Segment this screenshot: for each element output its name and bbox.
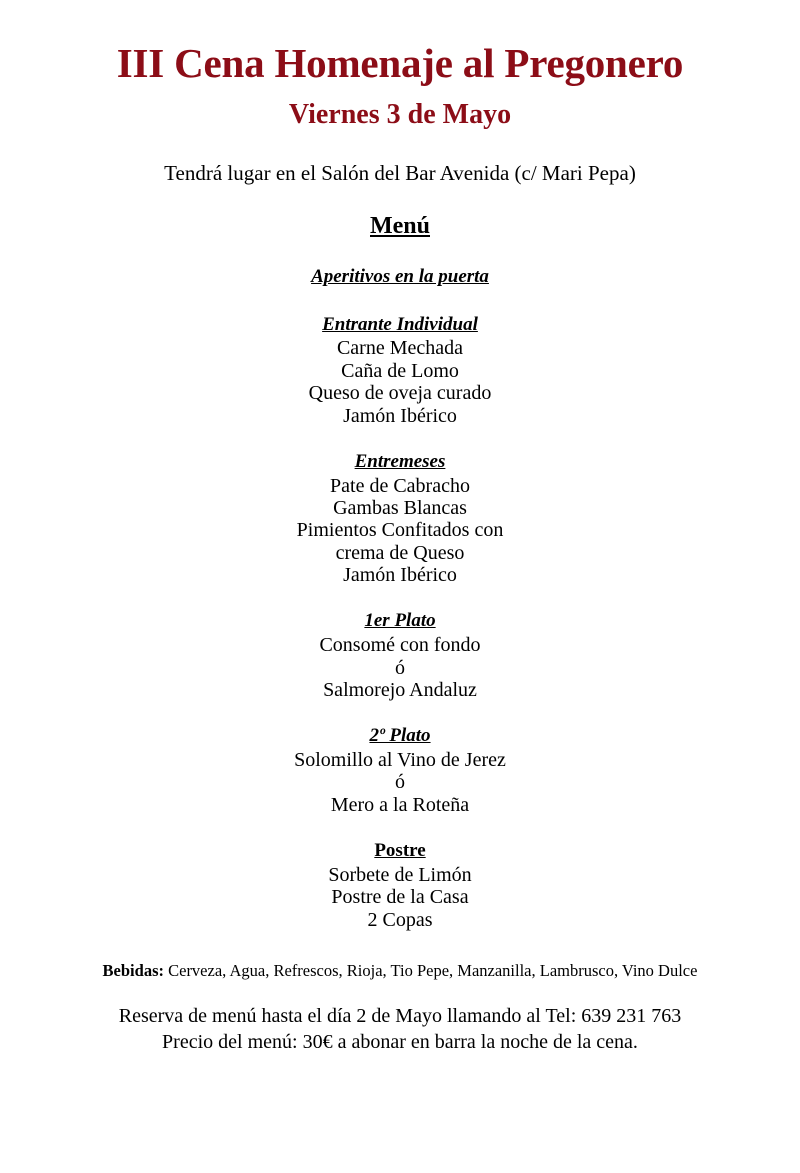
menu-item: Carne Mechada <box>336 337 464 360</box>
menu-item: Jamón Ibérico <box>343 564 457 587</box>
menu-item-separator: ó <box>395 656 405 679</box>
drinks-list: Cerveza, Agua, Refrescos, Rioja, Tio Pepe, Manzanilla, Lambrusco, Vino Dulce <box>163 960 698 980</box>
menu-item: Sorbete de Limón <box>328 863 472 886</box>
section-title: 1er Plato <box>364 610 436 632</box>
menu-item: Queso de oveja curado <box>308 382 492 405</box>
menu-item: crema de Queso <box>335 541 465 564</box>
reservation-line: Reserva de menú hasta el día 2 de Mayo llamando al Tel: 639 231 763 <box>118 1004 682 1027</box>
menu-section-postre <box>40 838 760 931</box>
menu-section-primer-plato <box>40 608 760 701</box>
event-date: Viernes 3 de Mayo <box>288 99 512 131</box>
section-title: Postre <box>374 840 426 862</box>
section-title: 2º Plato <box>369 725 431 747</box>
menu-item: Postre de la Casa <box>331 886 469 909</box>
drinks-line <box>40 961 760 981</box>
menu-item: Gambas Blancas <box>333 496 467 519</box>
menu-section-segundo-plato <box>40 723 760 816</box>
menu-item: Solomillo al Vino de Jerez <box>294 748 506 771</box>
menu-item: Consomé con fondo <box>319 634 481 657</box>
menu-item: Jamón Ibérico <box>343 404 457 427</box>
section-title: Aperitivos en la puerta <box>311 266 489 288</box>
reservation-info <box>40 1003 760 1055</box>
menu-item-separator: ó <box>395 771 405 794</box>
menu-item: Pate de Cabracho <box>330 474 470 497</box>
section-title: Entremeses <box>354 450 446 472</box>
price-line: Precio del menú: 30€ a abonar en barra la noche de la cena. <box>162 1030 638 1053</box>
menu-heading: Menú <box>370 213 430 240</box>
menu-section-entrante-individual <box>40 312 760 427</box>
event-title: III Cena Homenaje al Pregonero <box>116 40 684 86</box>
section-title: Entrante Individual <box>322 313 478 335</box>
menu-item: 2 Copas <box>367 908 433 931</box>
menu-section-entremeses <box>40 449 760 587</box>
menu-item: Pimientos Confitados con <box>296 519 504 542</box>
menu-item: Caña de Lomo <box>341 359 459 382</box>
event-venue: Tendrá lugar en el Salón del Bar Avenida (c/ Mari Pepa) <box>164 161 636 186</box>
menu-item: Salmorejo Andaluz <box>323 678 477 701</box>
menu-item: Mero a la Roteña <box>330 793 470 816</box>
drinks-label: Bebidas: <box>102 960 164 980</box>
menu-section-aperitivos <box>40 264 760 290</box>
flyer-page <box>0 42 800 1173</box>
